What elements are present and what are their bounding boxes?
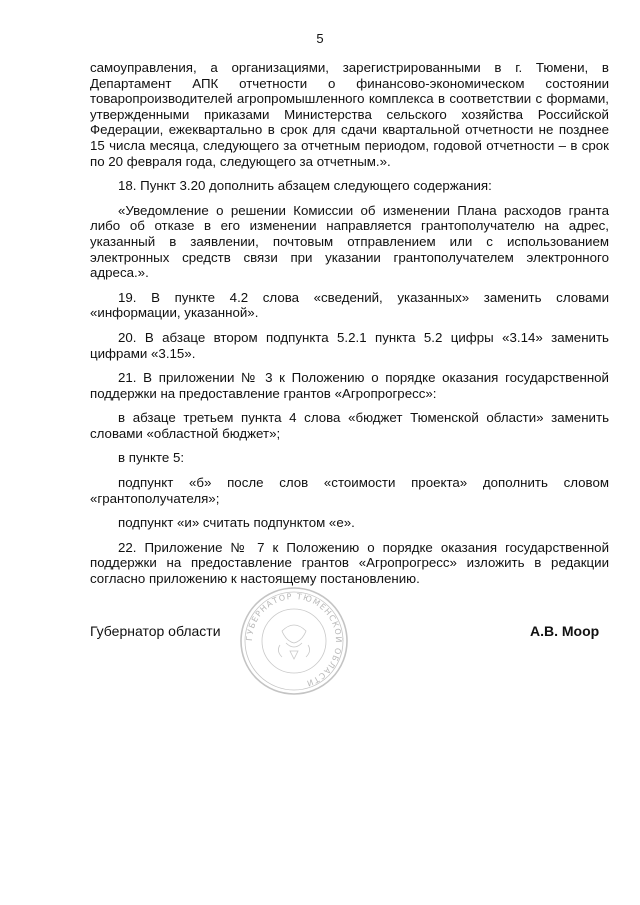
- paragraph-item-21-c: подпункт «б» после слов «стоимости проекта» дополнить словом «грантополучателя»;: [90, 475, 609, 506]
- document-body: [90, 60, 609, 596]
- paragraph-item-21: 21. В приложении № 3 к Положению о порядке оказания государственной поддержки на предоставление грантов «Агропрогресс»:: [90, 370, 609, 401]
- paragraph-item-18: 18. Пункт 3.20 дополнить абзацем следующего содержания:: [118, 178, 492, 194]
- paragraph-continuation: самоуправления, а организациями, зарегистрированными в г. Тюмени, в Департамент АПК отчетности о финансово-экономическом состоянии товаропроизводителей агропромышленного комплекса в соответствии с формами, утвержденными приказами Министерства сельского хозяйства Российской Федерации, ежеквартально в срок для сдачи квартальной отчетности не позднее 15 числа месяца, следующего за отчетным периодом, годовой отчетности – в срок по 20 февраля года, следующего за отчетным.».: [90, 60, 609, 169]
- paragraph-item-21-a: в абзаце третьем пункта 4 слова «бюджет Тюменской области» заменить словами «областной бюджет»;: [90, 410, 609, 441]
- official-seal-stamp: [238, 585, 350, 697]
- paragraph-quote: «Уведомление о решении Комиссии об изменении Плана расходов гранта либо об отказе в его изменении направляется грантополучателю на адрес, указанный в заявлении, почтовым отправлением или с использованием электронных средств связи при указании грантополучателем электронного адреса.».: [90, 202, 609, 281]
- page-number: 5: [316, 31, 324, 46]
- paragraph-item-19: 19. В пункте 4.2 слова «сведений, указанных» заменить словами «информации, указанной».: [90, 289, 609, 321]
- svg-text:ГУБЕРНАТОР ТЮМЕНСКОЙ ОБЛАСТИ: [245, 592, 345, 688]
- signature-position: Губернатор области: [90, 623, 221, 639]
- paragraph-item-20: 20. В абзаце втором подпункта 5.2.1 пункта 5.2 цифры «3.14» заменить цифрами «3.15».: [90, 329, 609, 361]
- seal-text: ГУБЕРНАТОР ТЮМЕНСКОЙ ОБЛАСТИ: [244, 591, 344, 689]
- paragraph-item-22: 22. Приложение № 7 к Положению о порядке оказания государственной поддержки на предоставление грантов «Агропрогресс» изложить в редакции согласно приложению к настоящему постановлению.: [90, 539, 609, 587]
- signature-name: А.В. Моор: [530, 623, 600, 639]
- paragraph-item-21-b: в пункте 5:: [118, 450, 185, 466]
- paragraph-item-21-d: подпункт «и» считать подпунктом «е».: [118, 515, 355, 531]
